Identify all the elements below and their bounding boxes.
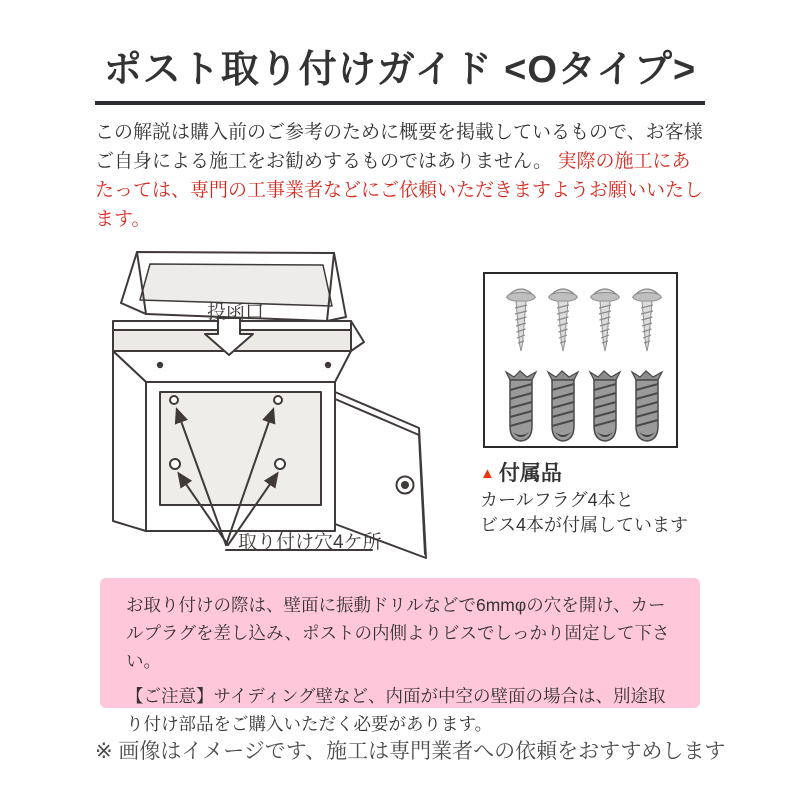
title-underline xyxy=(95,101,705,105)
screw-icon xyxy=(549,289,577,351)
instruction-caution: 【ご注意】サイディング壁など、内面が中空の壁面の場合は、別途取り付け部品をご購入いただく必要があります。 xyxy=(126,686,666,734)
accessories-line1: カールフラグ4本と xyxy=(480,490,634,510)
mount-hole xyxy=(275,459,285,469)
page-title: ポスト取り付けガイド <Oタイプ> xyxy=(103,49,697,91)
top-frame xyxy=(113,351,351,382)
mount-hole xyxy=(170,459,180,469)
anchor-icon xyxy=(506,371,536,441)
back-panel xyxy=(160,392,321,505)
screw-icon xyxy=(591,289,619,351)
instruction-box xyxy=(100,578,700,734)
anchor-icon xyxy=(548,371,578,441)
slot-label: 投函口 xyxy=(207,302,265,323)
intro-note: この解説は購入前のご参考のために概要を掲載しているもので、お客様ご自身による施工をお勧めするものではありません。 xyxy=(95,122,703,172)
accessories-caption xyxy=(480,457,562,487)
mount-hole xyxy=(170,396,178,404)
holes-label: 取り付け穴4ケ所 xyxy=(238,532,382,553)
mount-hole xyxy=(274,396,282,404)
accessories-illustration xyxy=(485,274,676,446)
screw-icon xyxy=(633,289,661,351)
triangle-marker-icon: ▲ xyxy=(480,465,495,482)
mailbox-diagram xyxy=(108,242,450,572)
left-face xyxy=(113,351,146,531)
accessories-photo-box xyxy=(483,272,678,448)
screw-icon xyxy=(507,289,535,351)
intro-paragraph xyxy=(95,118,709,234)
intro-warning: 実際の施工にあたっては、専門の工事業者などにご依頼いただきますようお願いいたします。 xyxy=(95,151,704,230)
accessories-title: 付属品 xyxy=(498,462,562,485)
rivet-left xyxy=(157,362,163,368)
accessories-line2: ビス4本が付属しています xyxy=(480,515,689,535)
anchor-icon xyxy=(590,371,620,441)
rivet-right xyxy=(325,362,331,368)
instruction-main: お取り付けの際は、壁面に振動ドリルなどで6mmφの穴を開け、カールプラグを差し込み、ポストの内側よりビスでしっかり固定して下さい。 xyxy=(126,595,670,671)
footnote: ※ 画像はイメージです、施工は専門業者への依頼をおすすめします xyxy=(95,740,726,763)
anchor-icon xyxy=(632,371,662,441)
